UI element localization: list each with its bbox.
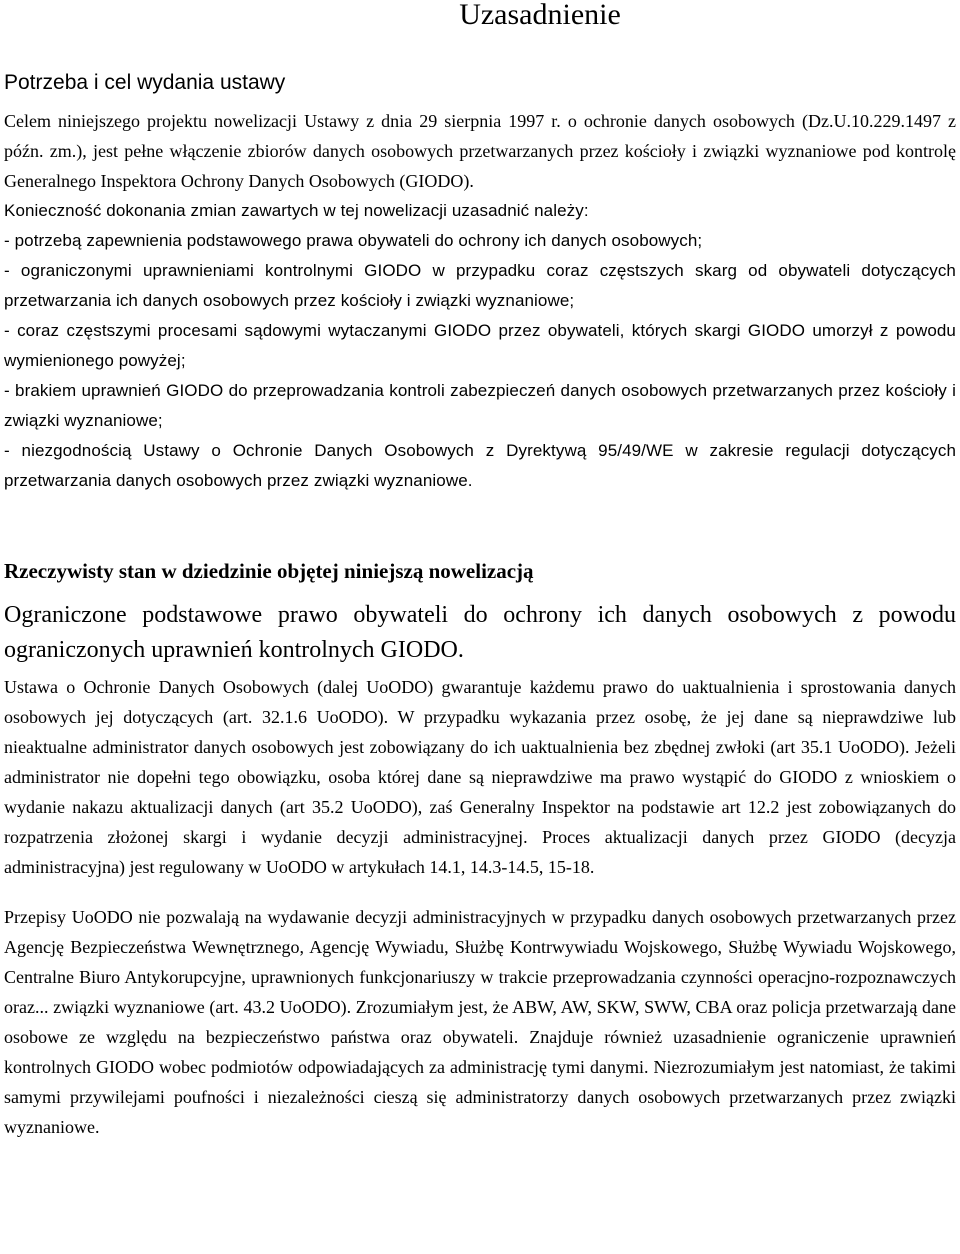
section-heading-purpose: Potrzeba i cel wydania ustawy xyxy=(4,71,286,94)
body-paragraph-2: Przepisy UoODO nie pozwalają na wydawanie decyzji administracyjnych w przypadku danych osobowych przetwarzanych przez Agencję Bezpieczeństwa Wewnętrznego, Agencję Wywiadu, Służbę Kontrwywiadu Wojskowego, Służbę Wywiadu Wojskowego, Centralne Biuro Antykorupcyjne, uprawnionych funkcjonariuszy w trakcie przeprowadzania czynności operacjno-rozpoznawczych oraz... związki wyznaniowe (art. 43.2 UoODO). Zrozumiałym jest, że ABW, AW, SKW, SWW, CBA oraz policja przetwarzają dane osobowe ze względu na bezpieczeństwo państwa oraz obywateli. Znajduje również uzasadnienie ograniczenie uprawnień kontrolnych GIODO wobec podmiotów odpowiadających za administrację tymi danymi. Niezrozumiałym jest natomiast, że takimi samymi przywilejami poufności i niezależności cieszą się administratorzy danych osobowych przetwarzanych przez związki wyznaniowe. xyxy=(4,907,956,1137)
intro-paragraph: Celem niniejszego projektu nowelizacji Ustawy z dnia 29 sierpnia 1997 r. o ochronie danych osobowych (Dz.U.10.229.1497 z późn. zm.), jest pełne włączenie zbiorów danych osobowych przetwarzanych przez kościoły i związki wyznaniowe pod kontrolę Generalnego Inspektora Ochrony Danych Osobowych (GIODO). xyxy=(4,111,956,191)
bullet-item: - potrzebą zapewnienia podstawowego prawa obywateli do ochrony ich danych osobowych; xyxy=(4,231,703,250)
body-paragraph-1: Ustawa o Ochronie Danych Osobowych (dalej UoODO) gwarantuje każdemu prawo do uaktualnienia i sprostowania danych osobowych jej dotyczących (art. 32.1.6 UoODO). W przypadku wykazania przez osobę, że jej dane są nieprawdziwe lub nieaktualne administrator danych osobowych jest zobowiązany do ich uaktualnienia bez zbędnej zwłoki (art 35.1 UoODO). Jeżeli administrator nie dopełni tego obowiązku, osoba której dane są nieprawdziwe ma prawo wystąpić do GIODO z wnioskiem o wydanie nakazu aktualizacji danych (art 35.2 UoODO), zaś Generalny Inspektor na podstawie art 12.2 jest zobowiązanych do rozpatrzenia złożonej skargi i wydanie decyzji administracyjnej. Proces aktualizacji danych przez GIODO (decyzja administracyjna) jest regulowany w UoODO w artykułach 14.1, 14.3-14.5, 15-18. xyxy=(4,677,956,877)
paragraph-gap xyxy=(4,882,956,902)
document-title: Uzasadnienie xyxy=(459,0,621,31)
necessity-paragraph: Konieczność dokonania zmian zawartych w tej nowelizacji uzasadnić należy: xyxy=(4,201,589,220)
bullet-item: - niezgodnością Ustawy o Ochronie Danych Osobowych z Dyrektywą 95/49/WE w zakresie regulacji dotyczących przetwarzania danych osobowych przez związki wyznaniowe. xyxy=(4,441,956,490)
section-heading-current-state: Rzeczywisty stan w dziedzinie objętej niniejszą nowelizacją xyxy=(4,559,534,583)
bullet-item: - coraz częstszymi procesami sądowymi wytaczanymi GIODO przez obywateli, których skargi GIODO umorzył z powodu wymienionego powyżej; xyxy=(4,321,956,370)
bullet-item: - ograniczonymi uprawnieniami kontrolnymi GIODO w przypadku coraz częstszych skarg od obywateli dotyczących przetwarzania ich danych osobowych przez kościoły i związki wyznaniowe; xyxy=(4,261,956,310)
section-subheading: Ograniczone podstawowe prawo obywateli do ochrony ich danych osobowych z powodu ograniczonych uprawnień kontrolnych GIODO. xyxy=(4,602,956,663)
document-page xyxy=(4,0,956,1142)
bullet-item: - brakiem uprawnień GIODO do przeprowadzania kontroli zabezpieczeń danych osobowych przetwarzanych przez kościoły i związki wyznaniowe; xyxy=(4,381,956,430)
